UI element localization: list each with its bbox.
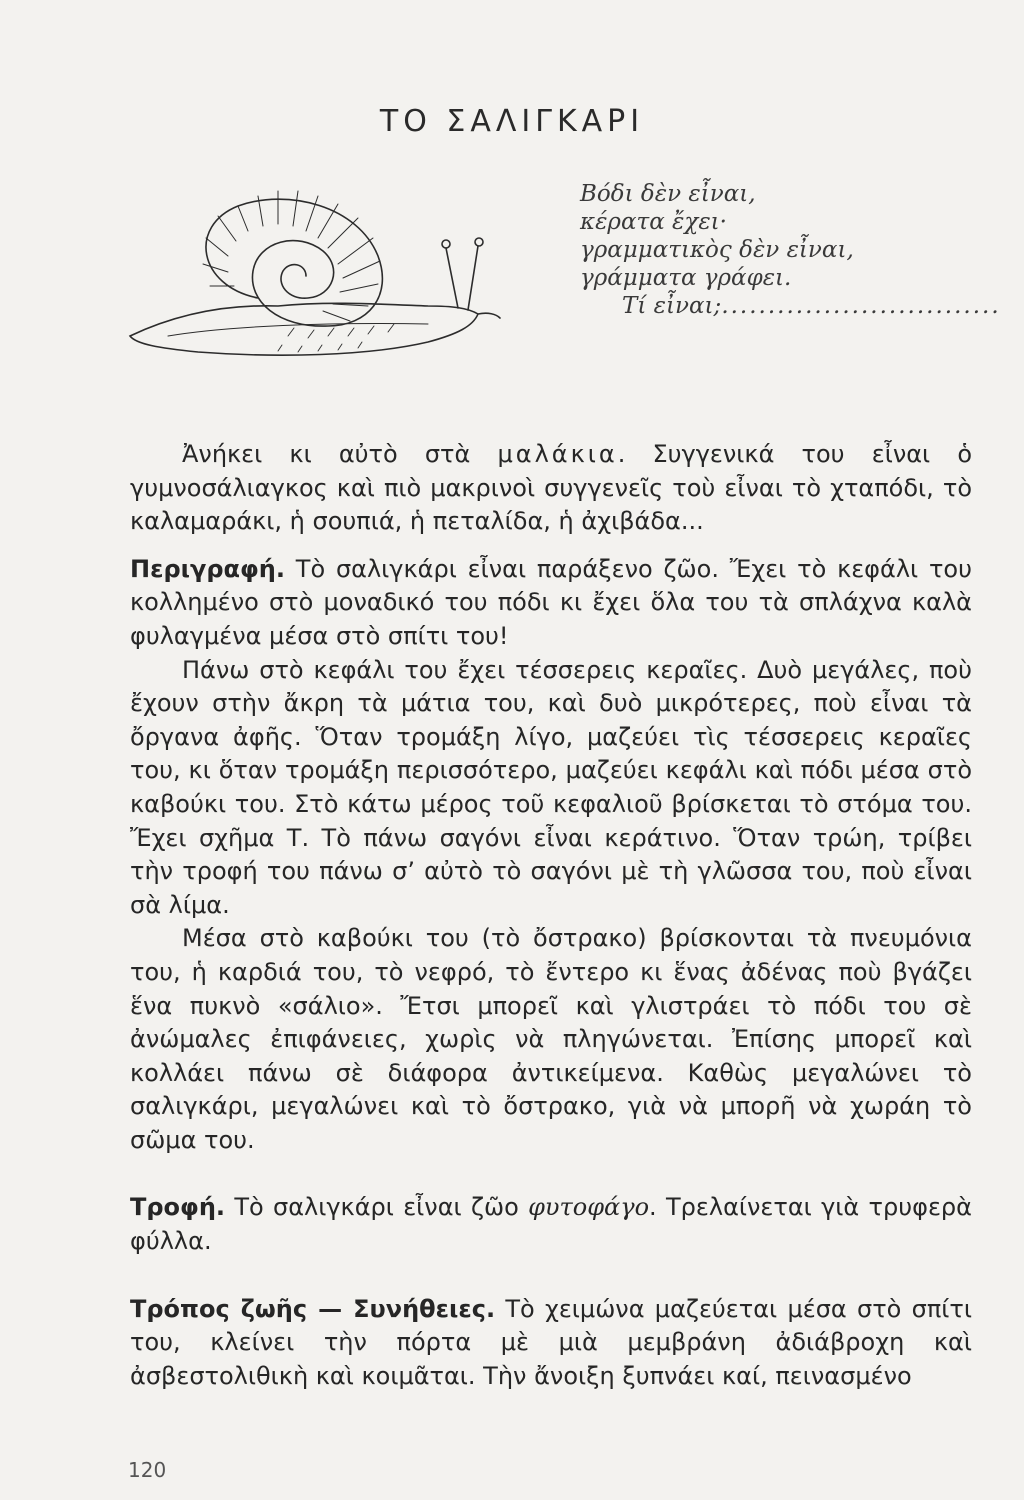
habits-heading: Τρόπος ζωῆς — Συνήθειες. — [130, 1294, 496, 1323]
habits-text: Τὸ χειμώνα μαζεύεται μέσα στὸ σπίτι του, κλείνει τὴν πόρτα μὲ μιὰ μεμβράνη ἀδιάβροχη καὶ ἀσβεστολιθικὴ καὶ κοιμᾶται. Τὴν ἄνοιξη ξυπνάει καί, πεινασμένο — [130, 1294, 972, 1390]
page-number: 120 — [128, 1458, 167, 1482]
intro-text-rest: . Συγγενικά του εἶναι ὁ γυμνοσάλιαγκος καὶ πιὸ μακρινοὶ συγγενεῖς τοὺ εἶναι τὸ χταπόδι, τὸ καλαμαράκι, ἡ σουπιά, ἡ πεταλίδα, ἡ ἀχιβάδα... — [130, 440, 972, 536]
food-paragraph — [130, 1191, 972, 1258]
food-text: Τὸ σαλιγκάρι εἶναι ζῶο — [225, 1193, 529, 1222]
article-body — [130, 438, 972, 1393]
riddle-line: Βόδι δὲν εἶναι, — [580, 181, 756, 207]
page-title: ΤΟ ΣΑΛΙΓΚΑΡΙ — [379, 104, 645, 139]
food-emphasis: φυτοφάγο — [528, 1193, 650, 1222]
food-heading: Τροφή. — [130, 1193, 226, 1222]
riddle-line: κέρατα ἔχει· — [580, 209, 727, 235]
antennae-paragraph: Πάνω στὸ κεφάλι του ἔχει τέσσερεις κεραῖες. Δυὸ μεγάλες, ποὺ ἔχουν στὴν ἄκρη τὰ μάτια του, καὶ δυὸ μικρότερες, ποὺ εἶναι τὰ ὄργανα ἀφῆς. Ὅταν τρομάξη λίγο, μαζεύει τὶς τέσσερεις κεραῖες του, κι ὅταν τρομάξη περισσότερο, μαζεύει κεφάλι καὶ πόδι μέσα στὸ καβούκι του. Στὸ κάτω μέρος τοῦ κεφαλιοῦ βρίσκεται τὸ στόμα του. Ἔχει σχῆμα Τ. Τὸ πάνω σαγόνι εἶναι κεράτινο. Ὅταν τρώη, τρίβει τὴν τροφή του πάνω σ’ αὐτὸ τὸ σαγόνι μὲ τὴ γλῶσσα του, ποὺ εἶναι σὰ λίμα. — [130, 655, 972, 919]
riddle-line: γράμματα γράφει. — [580, 265, 792, 291]
description-heading: Περιγραφή. — [130, 554, 285, 583]
intro-text: Ἀνήκει κι αὐτὸ στὰ — [182, 440, 498, 468]
answer-blank: .............................. — [721, 293, 1001, 319]
riddle-line: γραμματικὸς δὲν εἶναι, — [580, 237, 854, 263]
habits-paragraph — [130, 1293, 972, 1394]
description-paragraph — [130, 553, 972, 654]
riddle — [580, 180, 1001, 320]
riddle-question: Τί εἶναι; — [622, 293, 722, 319]
intro-paragraph — [130, 438, 972, 539]
riddle-question-line — [622, 292, 1001, 320]
intro-emphasis: μαλάκια — [497, 440, 618, 468]
snail-illustration — [128, 186, 508, 376]
shell-paragraph: Μέσα στὸ καβούκι του (τὸ ὄστρακο) βρίσκονται τὰ πνευμόνια του, ἡ καρδιά του, τὸ νεφρό, τὸ ἔντερο κι ἕνας ἀδένας ποὺ βγάζει ἕνα πυκνὸ «σάλιο». Ἔτσι μπορεῖ καὶ γλιστράει τὸ πόδι του σὲ ἀνώμαλες ἐπιφάνειες, χωρὶς νὰ πληγώνεται. Ἐπίσης μπορεῖ καὶ κολλάει πάνω σὲ διάφορα ἀντικείμενα. Καθὼς μεγαλώνει τὸ σαλιγκάρι, μεγαλώνει καὶ τὸ ὄστρακο, γιὰ νὰ μπορῆ νὰ χωράη τὸ σῶμα του. — [130, 924, 972, 1154]
description-text: Τὸ σαλιγκάρι εἶναι παράξενο ζῶο. Ἔχει τὸ κεφάλι του κολλημένο στὸ μοναδικό του πόδι κι ἔχει ὅλα του τὰ σπλάχνα καλὰ φυλαγμένα μέσα στὸ σπίτι του! — [130, 554, 972, 650]
food-text-rest: . Τρελαίνεται γιὰ τρυφερὰ φύλλα. — [130, 1193, 972, 1256]
